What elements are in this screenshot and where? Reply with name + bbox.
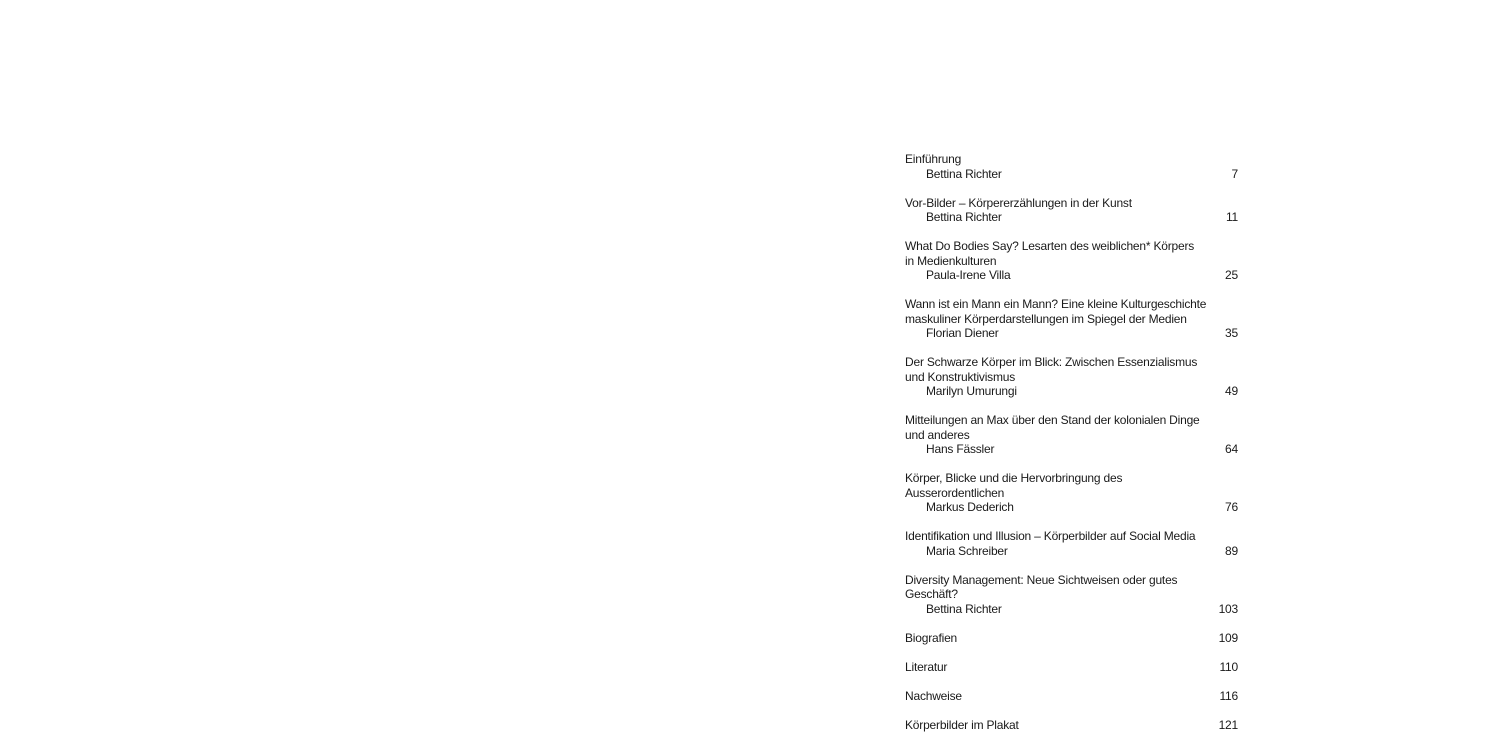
toc-entry-byline (905, 384, 1238, 399)
toc-entry-byline (905, 602, 1238, 617)
table-of-contents (905, 152, 1238, 747)
toc-back-matter-page: 121 (1218, 717, 1238, 732)
toc-entry-author: Bettina Richter (926, 210, 1002, 224)
toc-back-matter-page: 110 (1219, 659, 1238, 674)
toc-entry-author: Paula-Irene Villa (926, 268, 1011, 282)
toc-entry-page: 103 (1218, 601, 1238, 616)
toc-entry-author: Maria Schreiber (926, 543, 1008, 558)
toc-entry (905, 297, 1238, 341)
toc-entry-author: Bettina Richter (926, 166, 1002, 181)
toc-entry (905, 355, 1238, 399)
toc-back-matter-item (905, 689, 1238, 704)
toc-entry-title: What Do Bodies Say? Lesarten des weiblichen* Körpers in Medienkulturen (905, 239, 1195, 268)
toc-entry-title: Vor-Bilder – Körpererzählungen in der Kunst (905, 195, 1132, 210)
toc-entry-byline (905, 500, 1238, 515)
toc-entry-author: Marilyn Umurungi (926, 384, 1017, 398)
toc-entry (905, 413, 1238, 457)
toc-entry-byline (905, 442, 1238, 457)
toc-entry-page: 7 (1231, 166, 1238, 181)
toc-entry (905, 471, 1238, 515)
toc-entry-page: 11 (1225, 210, 1238, 224)
toc-entry (905, 529, 1238, 558)
toc-back-matter-item (905, 718, 1238, 733)
toc-back-matter-page: 116 (1219, 688, 1238, 703)
toc-entry-page: 89 (1225, 543, 1238, 558)
toc-entry-byline (905, 268, 1238, 283)
toc-entry-title: Identifikation und Illusion – Körperbilder auf Social Media (905, 529, 1196, 543)
toc-back-matter-item (905, 631, 1238, 646)
toc-entry-byline (905, 167, 1238, 182)
toc-entry-title: Diversity Management: Neue Sichtweisen oder gutes Geschäft? (905, 572, 1178, 601)
toc-entry-author: Florian Diener (926, 326, 999, 340)
toc-entry-title: Wann ist ein Mann ein Mann? Eine kleine Kulturgeschichte maskuliner Körperdarstellungen im Spiegel der Medien (905, 297, 1207, 326)
toc-entry-byline (905, 544, 1238, 559)
toc-entry-page: 64 (1225, 442, 1238, 456)
toc-entry-title: Körper, Blicke und die Hervorbringung des Ausserordentlichen (905, 471, 1123, 500)
toc-entry-title: Der Schwarze Körper im Blick: Zwischen Essenzialismus und Konstruktivismus (905, 355, 1198, 384)
toc-back-matter-title: Körperbilder im Plakat (905, 717, 1019, 732)
toc-entry-page: 35 (1225, 326, 1238, 340)
toc-entry-title: Einführung (905, 152, 962, 166)
toc-back-matter-page: 109 (1218, 630, 1238, 645)
toc-entry (905, 196, 1238, 225)
toc-entry-byline (905, 210, 1238, 225)
toc-back-matter-title: Nachweise (905, 688, 962, 703)
toc-entry-author: Markus Dederich (926, 500, 1014, 514)
toc-entry-title: Mitteilungen an Max über den Stand der kolonialen Dinge und anderes (905, 413, 1200, 442)
toc-entry (905, 573, 1238, 617)
toc-entry-page: 49 (1225, 384, 1238, 398)
toc-entry-page: 25 (1225, 268, 1238, 282)
toc-entry (905, 239, 1238, 283)
toc-back-matter-title: Biografien (905, 630, 958, 645)
toc-entry-page: 76 (1225, 500, 1238, 514)
toc-entry-author: Hans Fässler (926, 442, 995, 456)
toc-entry (905, 152, 1238, 181)
toc-back-matter-item (905, 660, 1238, 675)
toc-entry-byline (905, 326, 1238, 341)
toc-entry-author: Bettina Richter (926, 601, 1002, 616)
toc-back-matter-title: Literatur (905, 659, 948, 674)
